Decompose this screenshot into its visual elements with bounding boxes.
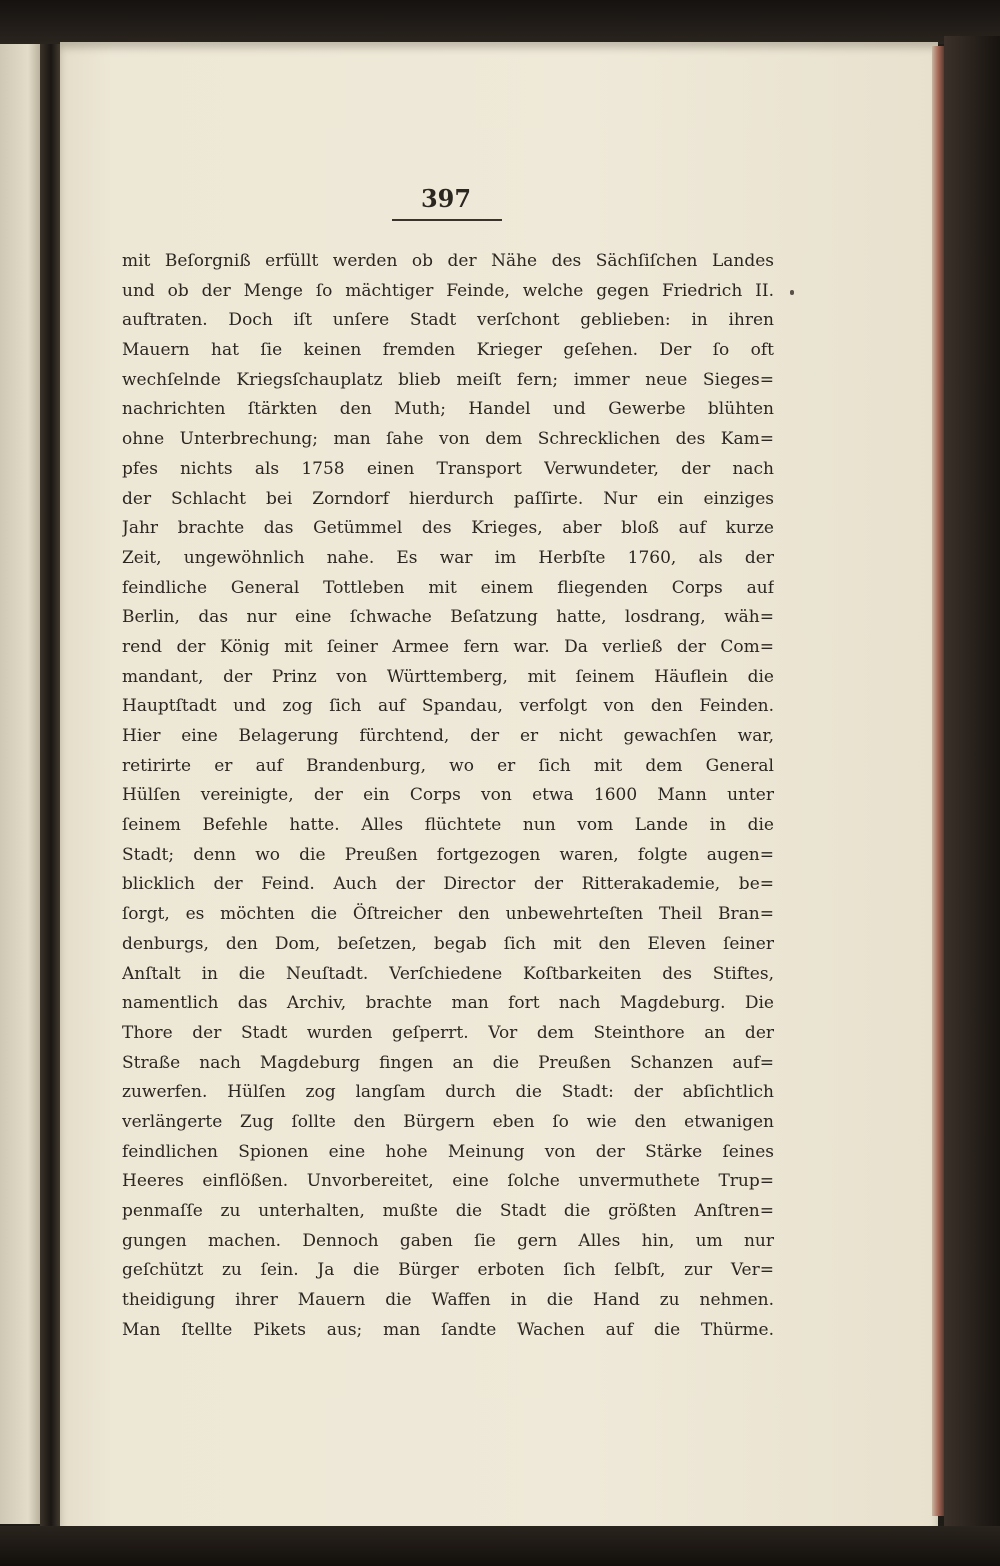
text-line: blicklich der Feind. Auch der Director der Ritterakademie, be= bbox=[122, 874, 774, 895]
body-text bbox=[122, 247, 774, 1345]
text-line: penmaſſe zu unterhalten, mußte die Stadt die größten Anſtren= bbox=[122, 1201, 774, 1221]
text-line: ohne Unterbrechung; man ſahe von dem Schrecklichen des Kam= bbox=[122, 429, 774, 450]
text-line: theidigung ihrer Mauern die Waffen in die Hand zu nehmen. bbox=[122, 1290, 774, 1311]
text-line: retirirte er auf Brandenburg, wo er ſich mit dem General bbox=[122, 755, 774, 776]
text-line: Stadt; denn wo die Preußen fortgezogen waren, folgte augen= bbox=[122, 844, 774, 865]
text-line: feindliche General Tottleben mit einem fliegenden Corps auf bbox=[122, 577, 774, 598]
text-line: ſorgt, es möchten die Öſtreicher den unbewehrteſten Theil Bran= bbox=[122, 904, 774, 925]
text-line: ſeinem Befehle hatte. Alles flüchtete nun vom Lande in die bbox=[122, 815, 774, 836]
text-line: Berlin, das nur eine ſchwache Beſatzung hatte, losdrang, wäh= bbox=[122, 607, 774, 628]
text-line: auftraten. Doch iſt unſere Stadt verſchont geblieben: in ihren bbox=[122, 310, 774, 331]
text-line: Man ſtellte Pikets aus; man ſandte Wachen auf die Thürme. bbox=[122, 1319, 774, 1340]
text-line: Mauern hat ſie keinen fremden Krieger geſehen. Der ſo oft bbox=[122, 340, 774, 361]
page-red-edge bbox=[932, 46, 944, 1516]
text-line: mandant, der Prinz von Württemberg, mit ſeinem Häuflein die bbox=[122, 666, 774, 687]
text-line: Anſtalt in die Neuſtadt. Verſchiedene Koſtbarkeiten des Stiftes, bbox=[122, 963, 774, 984]
text-line: feindlichen Spionen eine hohe Meinung von der Stärke ſeines bbox=[122, 1141, 774, 1162]
text-line: nachrichten ſtärkten den Muth; Handel und Gewerbe blühten bbox=[122, 399, 774, 420]
text-line: Hier eine Belagerung fürchtend, der er nicht gewachſen war, bbox=[122, 726, 774, 746]
text-line: verlängerte Zug ſollte den Bürgern eben ſo wie den etwanigen bbox=[122, 1111, 774, 1132]
text-line: Hülſen vereinigte, der ein Corps von etwa 1600 Mann unter bbox=[122, 785, 774, 806]
text-line: Straße nach Magdeburg fingen an die Preußen Schanzen auf= bbox=[122, 1052, 774, 1073]
margin-speck bbox=[790, 290, 794, 295]
text-line: und ob der Menge ſo mächtiger Feinde, welche gegen Friedrich II. bbox=[122, 280, 774, 301]
book-cover-bottom bbox=[0, 1526, 1000, 1566]
text-line: rend der König mit ſeiner Armee fern war. Da verließ der Com= bbox=[122, 636, 774, 657]
text-line: gungen machen. Dennoch gaben ſie gern Alles hin, um nur bbox=[122, 1230, 774, 1251]
text-line: Heeres einflößen. Unvorbereitet, eine ſolche unvermuthete Trup= bbox=[122, 1171, 774, 1192]
text-line: mit Beſorgniß erfüllt werden ob der Nähe des Sächſiſchen Landes bbox=[122, 251, 774, 271]
page-number: 397 bbox=[420, 184, 472, 213]
text-line: geſchützt zu ſein. Ja die Bürger erboten ſich ſelbſt, zur Ver= bbox=[122, 1260, 774, 1281]
text-line: denburgs, den Dom, beſetzen, begab ſich mit den Eleven ſeiner bbox=[122, 933, 774, 954]
text-line: Thore der Stadt wurden geſperrt. Vor dem Steinthore an der bbox=[122, 1022, 774, 1043]
book-cover-right bbox=[944, 36, 1000, 1536]
text-line: wechſelnde Kriegsſchauplatz blieb meiſt fern; immer neue Sieges= bbox=[122, 369, 774, 390]
book-gutter bbox=[40, 44, 62, 1526]
text-line: der Schlacht bei Zorndorf hierdurch paſſirte. Nur ein einziges bbox=[122, 488, 774, 509]
text-line: namentlich das Archiv, brachte man fort nach Magdeburg. Die bbox=[122, 993, 774, 1014]
previous-page-edge bbox=[0, 44, 40, 1524]
text-line: Jahr brachte das Getümmel des Krieges, aber bloß auf kurze bbox=[122, 518, 774, 539]
text-line: pfes nichts als 1758 einen Transport Verwundeter, der nach bbox=[122, 458, 774, 479]
text-line: Hauptſtadt und zog ſich auf Spandau, verfolgt von den Feinden. bbox=[122, 696, 774, 717]
book-cover-top bbox=[0, 0, 1000, 44]
page-number-rule bbox=[392, 219, 502, 221]
text-line: zuwerfen. Hülſen zog langſam durch die Stadt: der abſichtlich bbox=[122, 1082, 774, 1103]
text-line: Zeit, ungewöhnlich nahe. Es war im Herbſte 1760, als der bbox=[122, 547, 774, 568]
